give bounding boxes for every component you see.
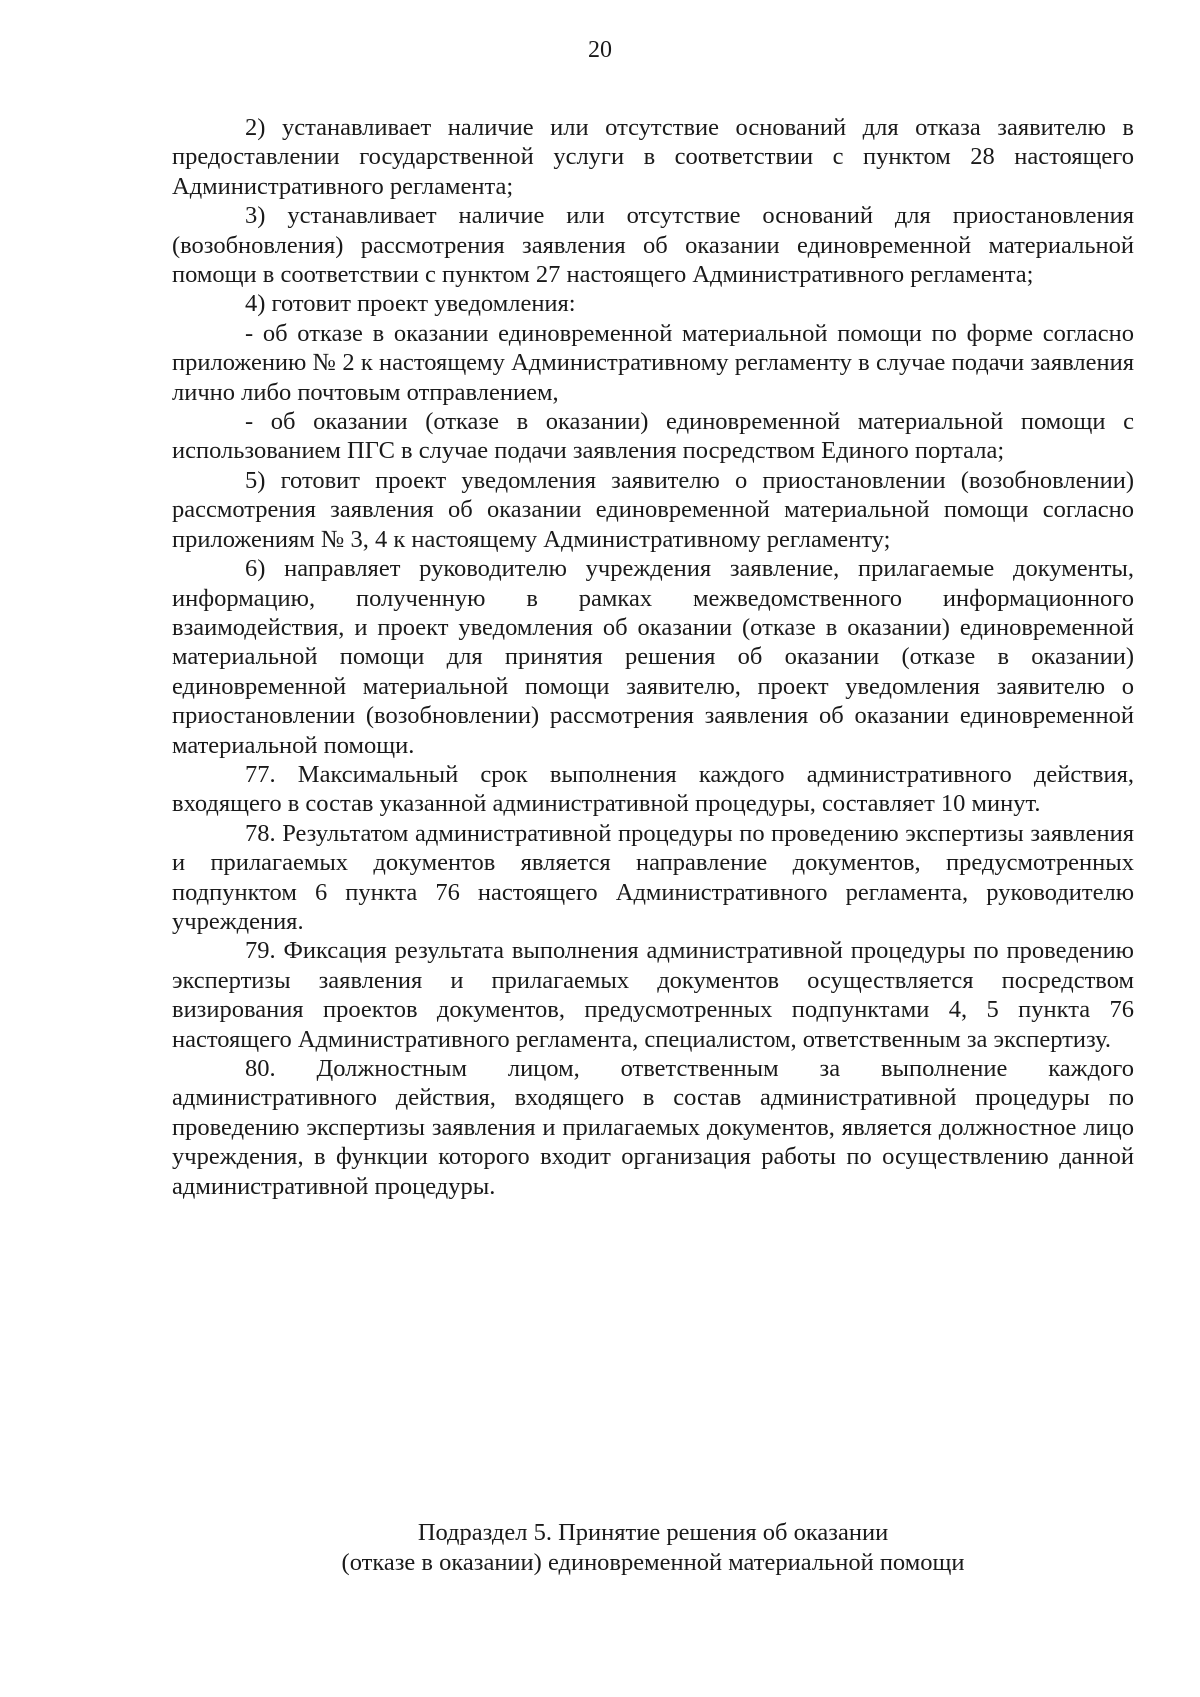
paragraph-subitem-6: 6) направляет руководителю учреждения заявление, прилагаемые документы, информацию, полученную в рамках межведомственного информационного взаимодействия, и проект уведомления об оказании (отказе в оказании) единовременной материальной помощи для принятия решения об оказании (отказе в оказании) единовременной материальной помощи заявителю, проект уведомления заявителю о приостановлении (возобновлении) рассмотрения заявления об оказании единовременной материальной помощи. xyxy=(172,555,1134,759)
paragraph-subitem-3: 3) устанавливает наличие или отсутствие оснований для приостановления (возобновления) рассмотрения заявления об оказании единовременной материальной помощи в соответствии с пунктом 27 настоящего Административного регламента; xyxy=(172,202,1134,289)
paragraph-item-79: 79. Фиксация результата выполнения административной процедуры по проведению экспертизы заявления и прилагаемых документов осуществляется посредством визирования проектов документов, предусмотренных подпунктами 4, 5 пункта 76 настоящего Административного регламента, специалистом, ответственным за экспертизу. xyxy=(172,937,1134,1053)
paragraph-item-77: 77. Максимальный срок выполнения каждого административного действия, входящего в состав указанной административной процедуры, составляет 10 минут. xyxy=(172,760,1134,818)
paragraph-item-78: 78. Результатом административной процедуры по проведению экспертизы заявления и прилагаемых документов является направление документов, предусмотренных подпунктом 6 пункта 76 настоящего Административного регламента, руководителю учреждения. xyxy=(172,819,1134,935)
paragraph-subitem-4: 4) готовит проект уведомления: xyxy=(245,290,576,318)
paragraph-item-80: 80. Должностным лицом, ответственным за выполнение каждого административного действия, входящего в состав административной процедуры по проведению экспертизы заявления и прилагаемых документов, является должностное лицо учреждения, в функции которого входит организация работы по осуществлению данной административной процедуры. xyxy=(172,1055,1134,1200)
document-body xyxy=(172,113,1134,1201)
subsection-heading xyxy=(172,1518,1134,1578)
subsection-heading-line-1: Подраздел 5. Принятие решения об оказании xyxy=(417,1519,889,1546)
paragraph-subitem-5: 5) готовит проект уведомления заявителю о приостановлении (возобновлении) рассмотрения заявления об оказании единовременной материальной помощи согласно приложениям № 3, 4 к настоящему Административному регламенту; xyxy=(172,466,1134,553)
paragraph-dash-refusal: - об отказе в оказании единовременной материальной помощи по форме согласно приложению № 2 к настоящему Административному регламенту в случае подачи заявления лично либо почтовым отправлением, xyxy=(172,319,1134,406)
page-number: 20 xyxy=(588,37,612,63)
paragraph-subitem-2: 2) устанавливает наличие или отсутствие оснований для отказа заявителю в предоставлении государственной услуги в соответствии с пунктом 28 настоящего Административного регламента; xyxy=(172,114,1134,200)
subsection-heading-line-2: (отказе в оказании) единовременной материальной помощи xyxy=(341,1549,965,1576)
paragraph-dash-pgs: - об оказании (отказе в оказании) единовременной материальной помощи с использованием ПГС в случае подачи заявления посредством Единого портала; xyxy=(172,408,1134,465)
